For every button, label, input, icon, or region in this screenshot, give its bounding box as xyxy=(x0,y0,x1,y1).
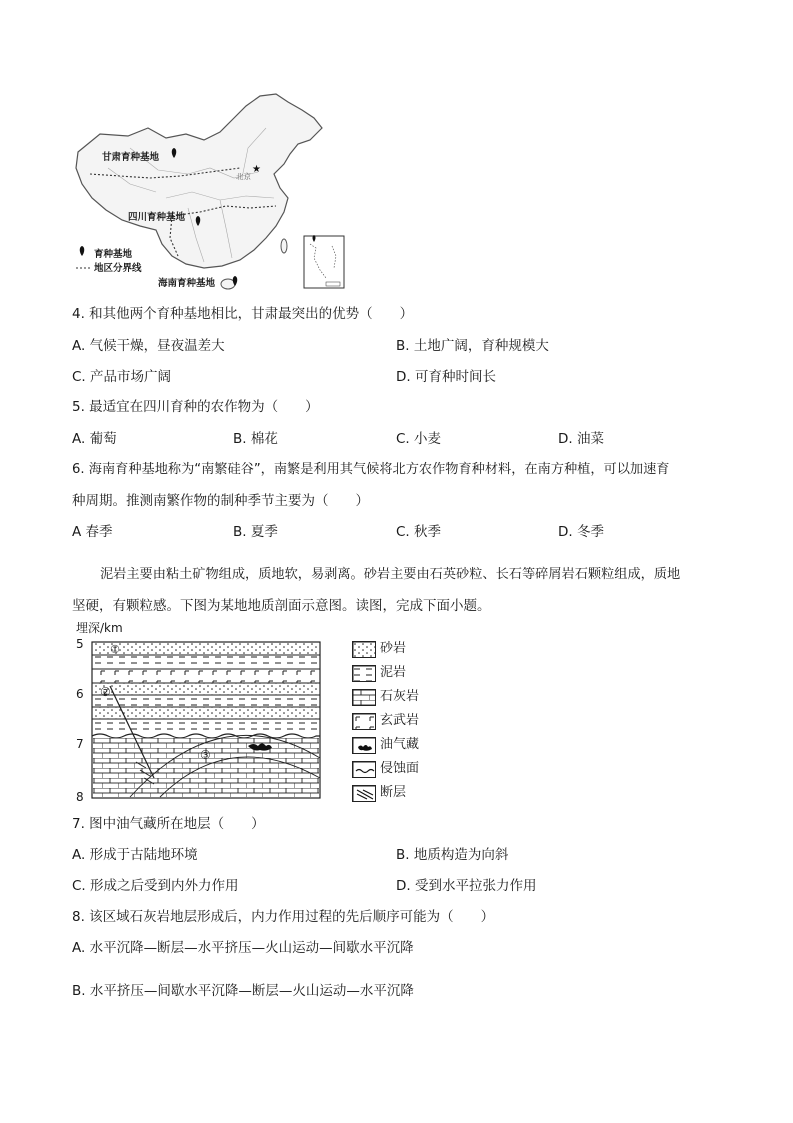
depth-tick-8: 8 xyxy=(76,790,84,804)
geology-section-figure xyxy=(70,618,430,808)
option-a: A. 形成于古陆地环境 xyxy=(72,847,198,863)
option-a: A. 葡萄 xyxy=(72,431,117,447)
sandstone-swatch xyxy=(352,641,376,658)
legend-limestone: 石灰岩 xyxy=(380,689,420,704)
mudstone-swatch xyxy=(352,665,376,682)
depth-axis-title: 埋深/km xyxy=(76,621,123,635)
option-c: C. 形成之后受到内外力作用 xyxy=(72,878,239,894)
depth-tick-5: 5 xyxy=(76,637,84,651)
geology-cross-section xyxy=(70,618,330,808)
option-b: B. 土地广阔，育种规模大 xyxy=(396,338,549,354)
legend-basalt: 玄武岩 xyxy=(380,713,420,728)
marker-3: ③ xyxy=(200,748,211,762)
sichuan-label: 四川育种基地 xyxy=(128,212,186,223)
passage-line2: 坚硬，有颗粒感。下图为某地地质剖面示意图。读图，完成下面小题。 xyxy=(72,598,491,614)
question-stem-line2: 种周期。推测南繁作物的制种季节主要为（ ） xyxy=(72,493,369,509)
question-stem: 8. 该区域石灰岩地层形成后，内力作用过程的先后顺序可能为（ ） xyxy=(72,909,495,925)
legend-sandstone: 砂岩 xyxy=(380,641,407,656)
depth-tick-7: 7 xyxy=(76,737,84,751)
option-d: D. 油菜 xyxy=(558,431,604,447)
beijing-label: 北京 xyxy=(236,172,251,181)
question-stem-line1: 6. 海南育种基地称为“南繁硅谷”，南繁是利用其气候将北方农作物育种材料，在南方种植，可以加速育 xyxy=(72,462,670,477)
option-a: A 春季 xyxy=(72,524,113,540)
passage-line1: 泥岩主要由粘土矿物组成，质地软，易剥离。砂岩主要由石英砂粒、长石等碎屑岩石颗粒组成，质地 xyxy=(100,567,681,582)
legend-boundary-label: 地区分界线 xyxy=(94,263,142,274)
hainan-label: 海南育种基地 xyxy=(158,278,216,289)
depth-tick-6: 6 xyxy=(76,687,84,701)
option-b: B. 地质构造为向斜 xyxy=(396,847,509,863)
marker-1: ① xyxy=(110,643,120,656)
option-a: A. 水平沉降—断层—水平挤压—火山运动—间歇水平沉降 xyxy=(72,940,414,956)
fault-swatch xyxy=(352,785,376,802)
marker-2: ② xyxy=(100,685,111,699)
limestone-swatch xyxy=(352,689,376,706)
south-china-sea-inset xyxy=(304,236,344,288)
legend-oil-gas: 油气藏 xyxy=(380,737,420,752)
option-c: C. 秋季 xyxy=(396,524,442,540)
legend-erosion: 侵蚀面 xyxy=(380,761,420,776)
geology-legend xyxy=(352,640,430,810)
question-stem: 4. 和其他两个育种基地相比，甘肃最突出的优势（ ） xyxy=(72,306,414,322)
option-c: C. 小麦 xyxy=(396,431,442,447)
option-b: B. 棉花 xyxy=(233,431,278,447)
oil-gas-swatch xyxy=(352,737,376,754)
option-a: A. 气候干燥，昼夜温差大 xyxy=(72,338,225,354)
option-b: B. 夏季 xyxy=(233,524,278,540)
legend-fault: 断层 xyxy=(380,785,407,800)
china-map-figure xyxy=(70,88,360,298)
option-b: B. 水平挤压—间歇水平沉降—断层—火山运动—水平沉降 xyxy=(72,983,414,999)
basalt-swatch xyxy=(352,713,376,730)
question-stem: 5. 最适宜在四川育种的农作物为（ ） xyxy=(72,399,319,415)
question-stem: 7. 图中油气藏所在地层（ ） xyxy=(72,816,265,832)
beijing-star-icon: ★ xyxy=(252,164,261,175)
legend-base-icon xyxy=(80,246,85,256)
option-d: D. 可育种时间长 xyxy=(396,369,496,385)
option-d: D. 冬季 xyxy=(558,524,604,540)
legend-mudstone: 泥岩 xyxy=(380,665,407,680)
option-c: C. 产品市场广阔 xyxy=(72,369,172,385)
gansu-label: 甘肃育种基地 xyxy=(102,152,160,163)
option-d: D. 受到水平拉张力作用 xyxy=(396,878,537,894)
erosion-swatch xyxy=(352,761,376,778)
legend-base-label: 育种基地 xyxy=(94,249,133,260)
